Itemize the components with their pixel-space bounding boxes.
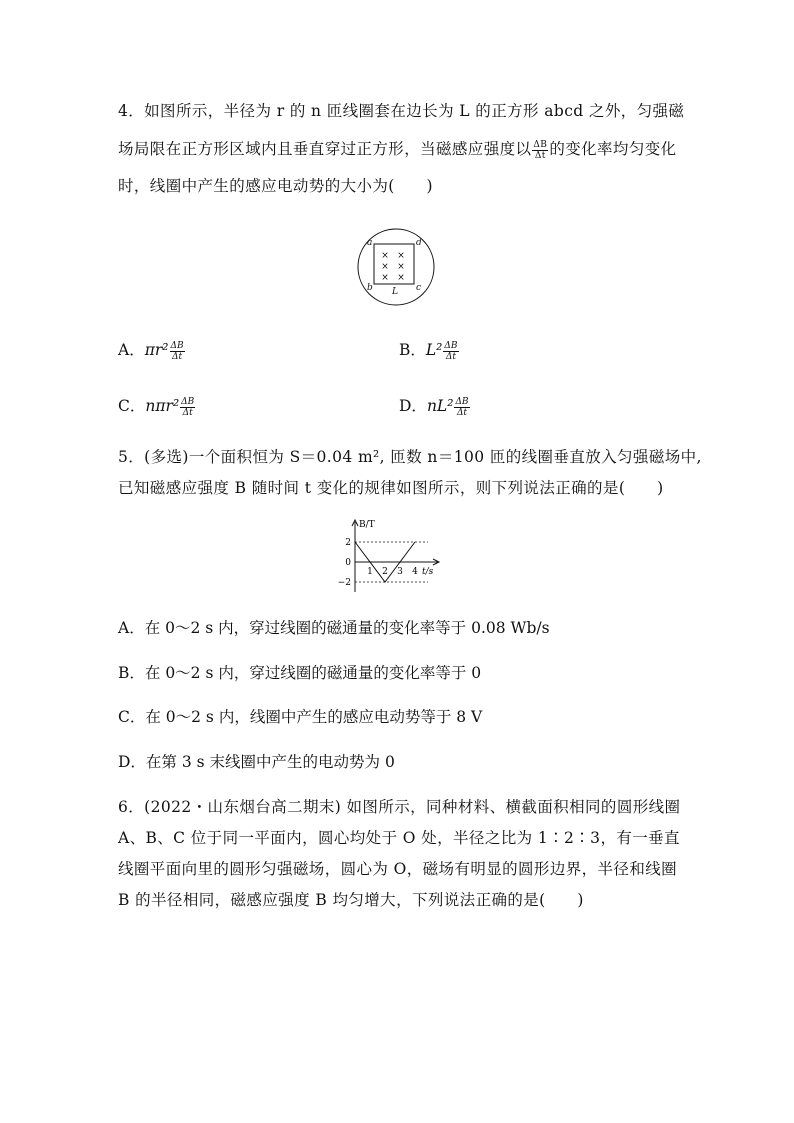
q4-option-a[interactable] (118, 340, 186, 362)
q5-line-1: 5．(多选)一个面积恒为 S＝0.04 m², 匝数 n＝100 匝的线圈垂直放入匀强磁场中, (118, 448, 702, 466)
cross-mark: × (381, 273, 389, 283)
option-fraction (180, 397, 195, 418)
q5-option-d[interactable]: D．在第 3 s 末线圈中产生的电动势为 0 (118, 753, 395, 771)
q6-line-1: 6．(2022・山东烟台高二期末) 如图所示，同种材料、横截面积相同的圆形线圈 (118, 798, 681, 816)
corner-d-label: d (416, 238, 422, 248)
field-square (374, 244, 414, 284)
option-label: D． (399, 397, 427, 415)
q4-line-2 (118, 139, 677, 161)
q4-option-d[interactable] (399, 396, 471, 418)
q4-rate-fraction (532, 140, 548, 161)
y-tick-label: 0 (345, 558, 351, 568)
option-label: C． (118, 397, 146, 415)
fraction-denominator: Δt (172, 351, 183, 362)
cross-mark: × (397, 273, 405, 283)
cross-mark: × (381, 251, 389, 261)
x-tick-label: 1 (367, 567, 373, 577)
y-axis-label: B/T (359, 520, 375, 530)
q6-line-4: B 的半径相同，磁感应强度 B 均匀增大，下列说法正确的是( ) (118, 891, 584, 909)
cross-mark: × (397, 262, 405, 272)
fraction-numerator: ΔB (455, 396, 469, 407)
x-tick-label: 2 (382, 567, 388, 577)
q5-chart (330, 516, 460, 596)
cross-mark: × (397, 251, 405, 261)
q4-line-3: 时，线圈中产生的感应电动势的大小为( ) (118, 177, 433, 195)
q4-line-2-a: 场局限在正方形区域内且垂直穿过正方形，当磁感应强度以 (118, 140, 532, 158)
corner-b-label: b (367, 283, 373, 293)
fraction-numerator: ΔB (444, 340, 458, 351)
y-tick-label: −2 (337, 578, 351, 588)
option-expression: nπr² (145, 397, 180, 415)
fraction-numerator: ΔB (170, 340, 184, 351)
fraction-denominator: Δt (182, 407, 193, 418)
option-expression: nL² (426, 397, 454, 415)
option-expression: πr² (144, 341, 169, 359)
q5-option-c[interactable]: C．在 0～2 s 内，线圈中产生的感应电动势等于 8 V (118, 708, 483, 726)
q4-option-b[interactable] (399, 340, 460, 362)
y-tick-label: 2 (345, 538, 351, 548)
option-label: A． (118, 341, 145, 359)
cross-mark: × (381, 262, 389, 272)
x-tick-label: 3 (397, 567, 403, 577)
fraction-numerator: ΔB (533, 139, 548, 150)
corner-c-label: c (416, 283, 422, 293)
q5-option-b[interactable]: B．在 0～2 s 内，穿过线圈的磁通量的变化率等于 0 (118, 664, 482, 682)
x-axis-label: t/s (422, 567, 434, 577)
option-fraction (454, 397, 469, 418)
side-length-label: L (392, 287, 398, 297)
fraction-denominator: Δt (534, 150, 546, 161)
fraction-denominator: Δt (456, 407, 468, 418)
corner-a-label: a (367, 238, 373, 248)
option-label: B． (399, 341, 426, 359)
q4-figure (354, 224, 454, 324)
option-expression: L² (425, 341, 443, 359)
q6-line-3: 线圈平面向里的圆形匀强磁场，圆心为 O，磁场有明显的圆形边界，半径和线圈 (118, 860, 678, 878)
q4-option-c[interactable] (118, 396, 196, 418)
x-tick-label: 4 (412, 567, 418, 577)
option-fraction (443, 341, 458, 362)
q5-line-2: 已知磁感应强度 B 随时间 t 变化的规律如图所示，则下列说法正确的是( ) (118, 479, 664, 497)
fraction-denominator: Δt (445, 351, 457, 362)
q4-line-1: 4．如图所示，半径为 r 的 n 匝线圈套在边长为 L 的正方形 abcd 之外，匀强磁 (118, 102, 685, 120)
q6-line-2: A、B、C 位于同一平面内，圆心均处于 O 处，半径之比为 1∶2∶3，有一垂直 (118, 829, 680, 847)
q5-option-a[interactable]: A．在 0～2 s 内，穿过线圈的磁通量的变化率等于 0.08 Wb/s (118, 619, 550, 637)
option-fraction (170, 341, 185, 362)
q4-line-2-b: 的变化率均匀变化 (549, 140, 677, 158)
fraction-numerator: ΔB (181, 396, 195, 407)
